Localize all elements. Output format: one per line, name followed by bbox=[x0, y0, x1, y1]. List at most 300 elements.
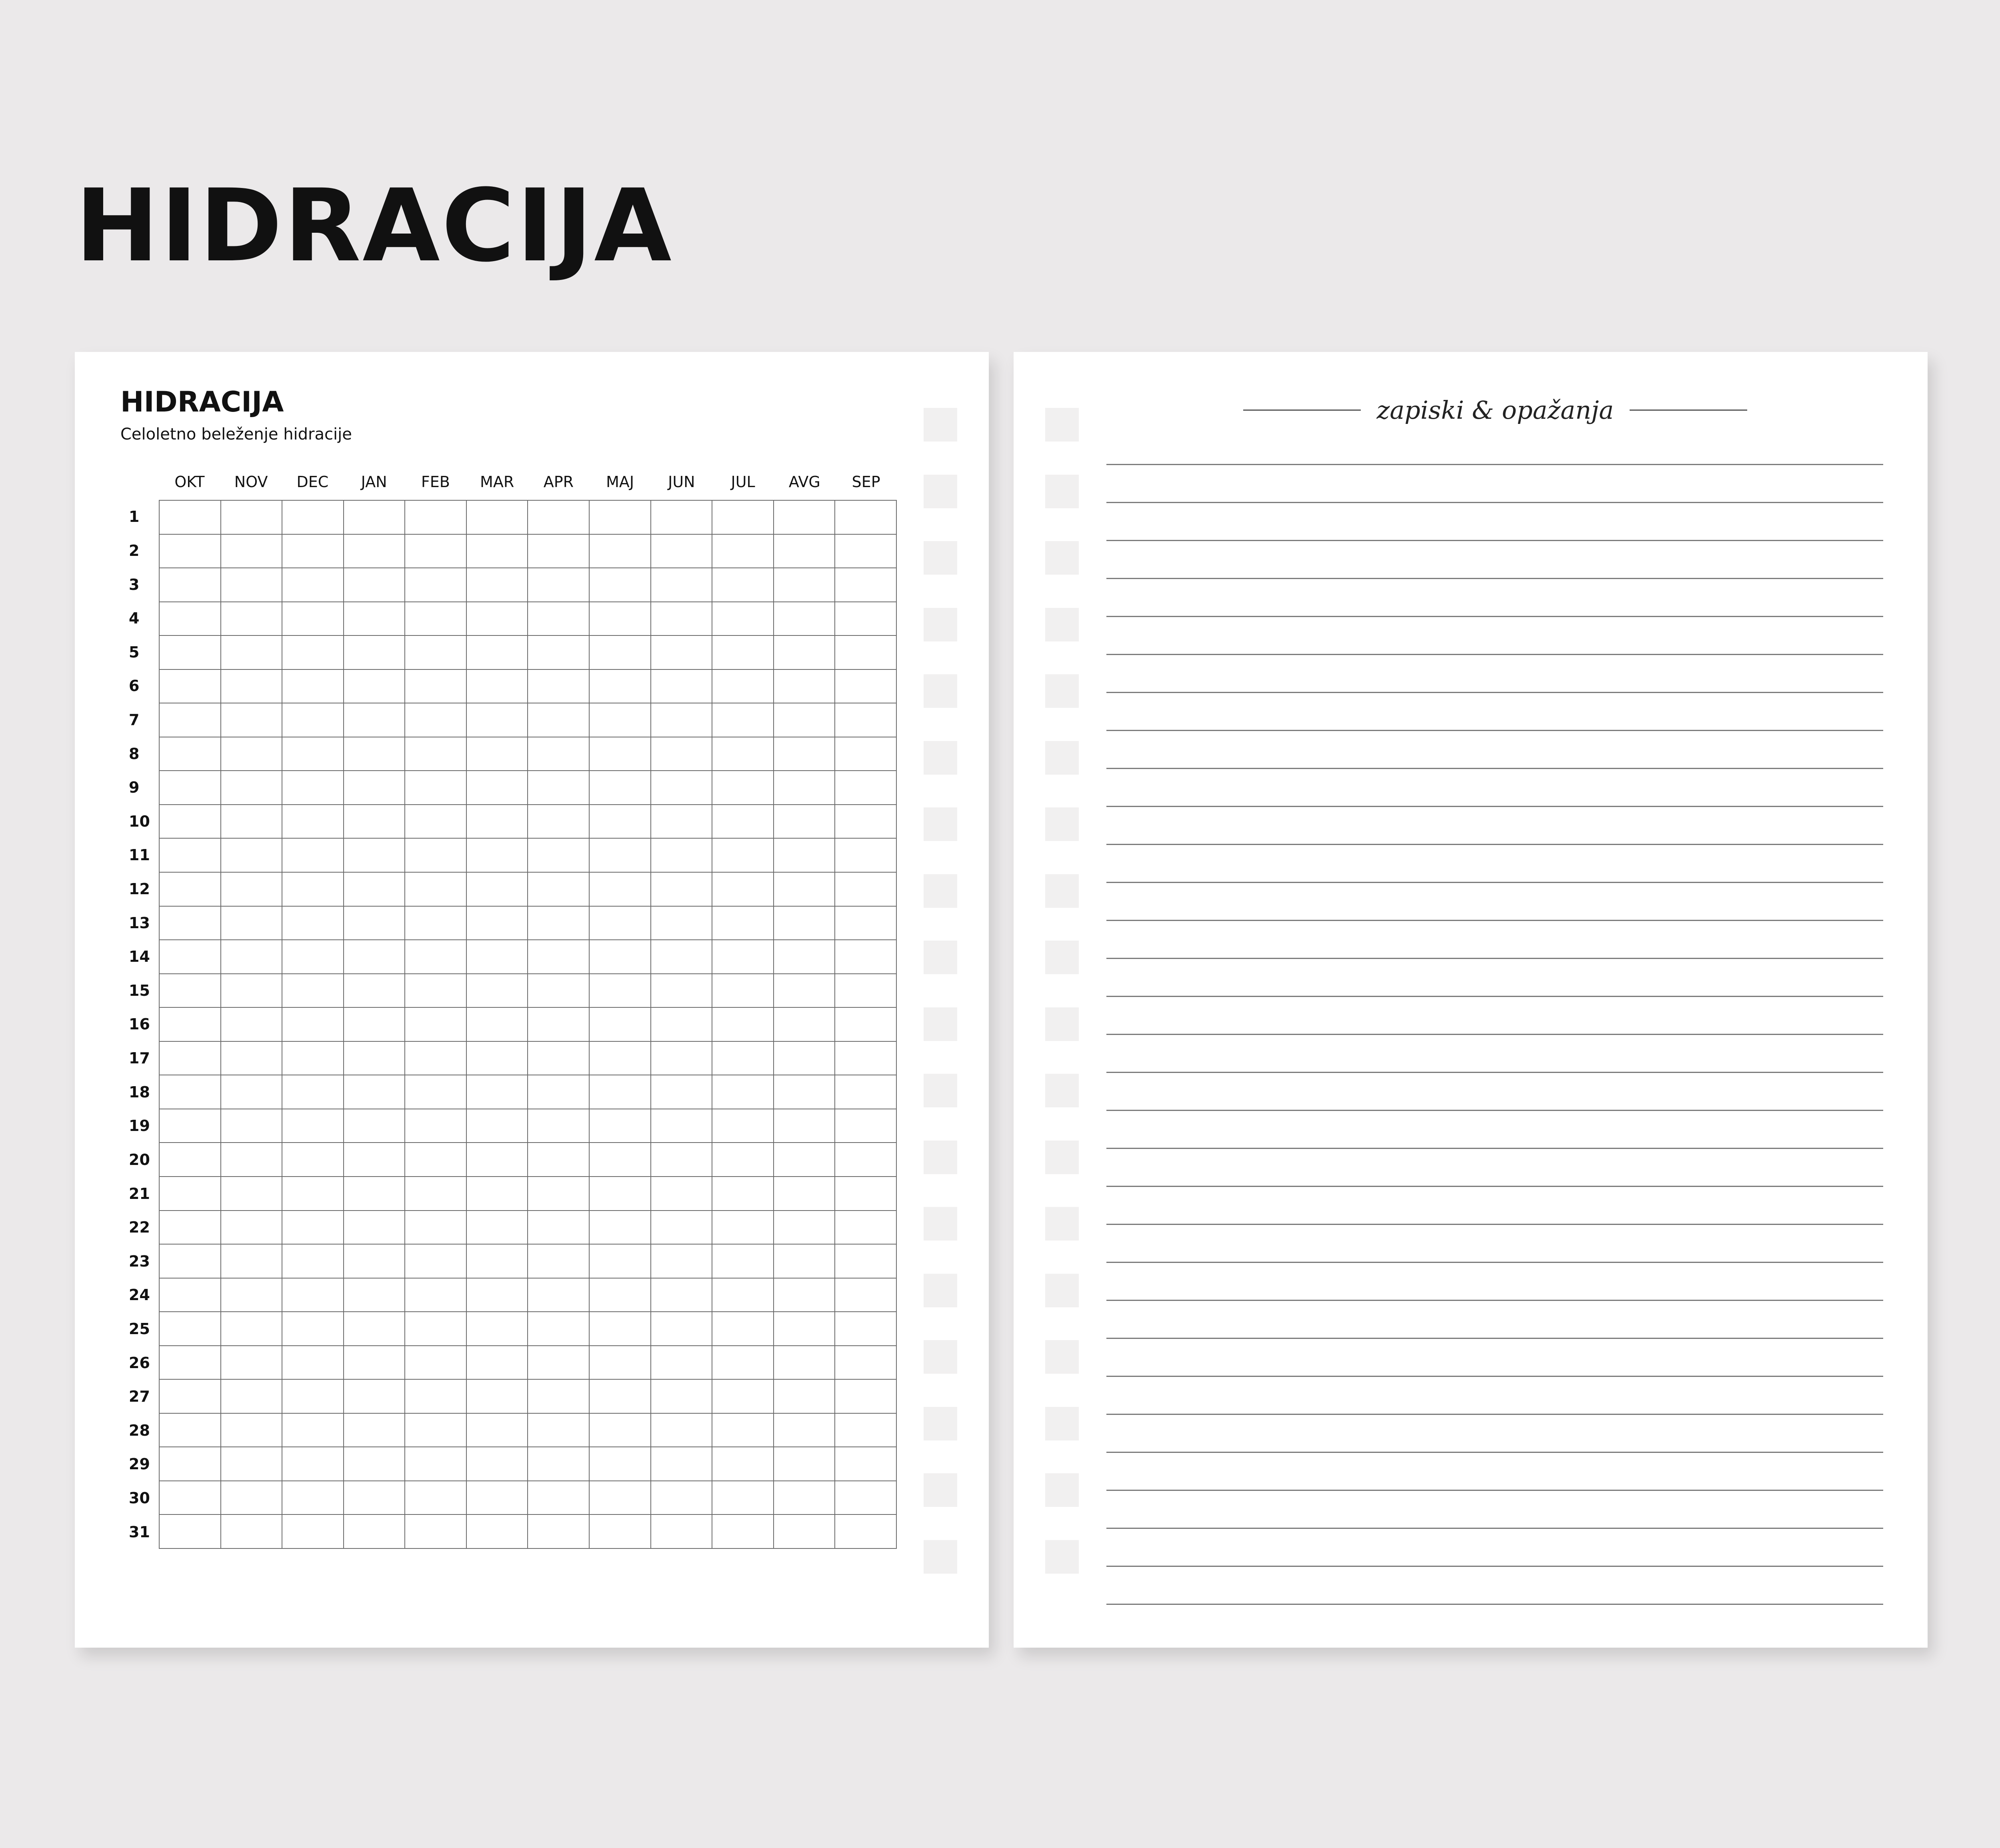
tracker-cell[interactable] bbox=[590, 1042, 651, 1076]
tracker-cell[interactable] bbox=[160, 1042, 221, 1076]
tracker-cell[interactable] bbox=[835, 1346, 897, 1380]
tracker-cell[interactable] bbox=[405, 1346, 467, 1380]
tracker-cell[interactable] bbox=[344, 1346, 406, 1380]
tracker-cell[interactable] bbox=[160, 839, 221, 873]
tracker-cell[interactable] bbox=[774, 974, 836, 1008]
tracker-cell[interactable] bbox=[282, 602, 344, 636]
tracker-cell[interactable] bbox=[590, 1380, 651, 1414]
tracker-cell[interactable] bbox=[221, 974, 283, 1008]
tracker-cell[interactable] bbox=[282, 1211, 344, 1245]
side-tab[interactable] bbox=[924, 1074, 957, 1107]
tracker-cell[interactable] bbox=[712, 1481, 774, 1515]
tracker-cell[interactable] bbox=[160, 1109, 221, 1143]
tracker-cell[interactable] bbox=[774, 1312, 836, 1346]
tracker-cell[interactable] bbox=[467, 1515, 528, 1549]
tracker-cell[interactable] bbox=[344, 703, 406, 737]
side-tab[interactable] bbox=[924, 1274, 957, 1307]
tracker-cell[interactable] bbox=[835, 1177, 897, 1211]
tracker-cell[interactable] bbox=[651, 670, 713, 704]
tracker-cell[interactable] bbox=[712, 1447, 774, 1481]
tracker-cell[interactable] bbox=[344, 1042, 406, 1076]
tracker-cell[interactable] bbox=[405, 501, 467, 535]
tracker-cell[interactable] bbox=[160, 805, 221, 839]
tracker-cell[interactable] bbox=[712, 974, 774, 1008]
tracker-cell[interactable] bbox=[774, 907, 836, 941]
tracker-cell[interactable] bbox=[835, 974, 897, 1008]
tracker-cell[interactable] bbox=[221, 1346, 283, 1380]
tracker-cell[interactable] bbox=[405, 670, 467, 704]
tracker-cell[interactable] bbox=[467, 1279, 528, 1313]
tracker-cell[interactable] bbox=[835, 1042, 897, 1076]
tracker-cell[interactable] bbox=[467, 602, 528, 636]
tracker-cell[interactable] bbox=[467, 839, 528, 873]
tracker-cell[interactable] bbox=[835, 873, 897, 907]
tracker-cell[interactable] bbox=[528, 907, 590, 941]
tracker-cell[interactable] bbox=[405, 907, 467, 941]
tracker-cell[interactable] bbox=[590, 1245, 651, 1279]
tracker-cell[interactable] bbox=[405, 535, 467, 569]
tracker-cell[interactable] bbox=[651, 501, 713, 535]
tracker-cell[interactable] bbox=[221, 1515, 283, 1549]
tracker-cell[interactable] bbox=[712, 1075, 774, 1109]
tracker-cell[interactable] bbox=[528, 1380, 590, 1414]
side-tab[interactable] bbox=[924, 1407, 957, 1440]
tracker-cell[interactable] bbox=[405, 1143, 467, 1177]
tracker-cell[interactable] bbox=[160, 670, 221, 704]
tracker-cell[interactable] bbox=[712, 907, 774, 941]
tracker-cell[interactable] bbox=[528, 974, 590, 1008]
tracker-cell[interactable] bbox=[467, 907, 528, 941]
tracker-cell[interactable] bbox=[651, 1008, 713, 1042]
tracker-cell[interactable] bbox=[712, 1177, 774, 1211]
tracker-cell[interactable] bbox=[774, 1075, 836, 1109]
tracker-cell[interactable] bbox=[344, 1075, 406, 1109]
tracker-cell[interactable] bbox=[835, 568, 897, 602]
tracker-cell[interactable] bbox=[405, 1177, 467, 1211]
tracker-cell[interactable] bbox=[405, 873, 467, 907]
side-tab[interactable] bbox=[924, 874, 957, 908]
tracker-cell[interactable] bbox=[528, 1515, 590, 1549]
tracker-cell[interactable] bbox=[221, 1042, 283, 1076]
tracker-cell[interactable] bbox=[467, 1143, 528, 1177]
tracker-cell[interactable] bbox=[405, 771, 467, 805]
tracker-cell[interactable] bbox=[712, 670, 774, 704]
tracker-cell[interactable] bbox=[528, 535, 590, 569]
tracker-cell[interactable] bbox=[712, 1346, 774, 1380]
tracker-cell[interactable] bbox=[774, 670, 836, 704]
tracker-cell[interactable] bbox=[221, 1312, 283, 1346]
tracker-cell[interactable] bbox=[344, 535, 406, 569]
tracker-cell[interactable] bbox=[528, 1447, 590, 1481]
tracker-cell[interactable] bbox=[467, 636, 528, 670]
tracker-cell[interactable] bbox=[712, 1143, 774, 1177]
tracker-cell[interactable] bbox=[282, 873, 344, 907]
tracker-cell[interactable] bbox=[712, 839, 774, 873]
tracker-cell[interactable] bbox=[651, 1143, 713, 1177]
tracker-cell[interactable] bbox=[774, 940, 836, 974]
tracker-cell[interactable] bbox=[405, 1481, 467, 1515]
tracker-cell[interactable] bbox=[221, 940, 283, 974]
side-tab[interactable] bbox=[924, 674, 957, 708]
tracker-cell[interactable] bbox=[528, 1008, 590, 1042]
tracker-cell[interactable] bbox=[651, 1075, 713, 1109]
tracker-cell[interactable] bbox=[221, 703, 283, 737]
tracker-cell[interactable] bbox=[651, 839, 713, 873]
side-tab[interactable] bbox=[924, 1207, 957, 1241]
tracker-cell[interactable] bbox=[590, 1346, 651, 1380]
tracker-cell[interactable] bbox=[467, 1211, 528, 1245]
tracker-cell[interactable] bbox=[282, 1075, 344, 1109]
tracker-cell[interactable] bbox=[712, 940, 774, 974]
tracker-cell[interactable] bbox=[160, 1380, 221, 1414]
tracker-cell[interactable] bbox=[590, 535, 651, 569]
tracker-cell[interactable] bbox=[467, 1346, 528, 1380]
side-tab[interactable] bbox=[1045, 608, 1079, 641]
tracker-cell[interactable] bbox=[467, 771, 528, 805]
tracker-cell[interactable] bbox=[590, 771, 651, 805]
tracker-cell[interactable] bbox=[405, 1515, 467, 1549]
tracker-cell[interactable] bbox=[282, 703, 344, 737]
tracker-cell[interactable] bbox=[712, 1515, 774, 1549]
tracker-cell[interactable] bbox=[651, 636, 713, 670]
side-tab[interactable] bbox=[1045, 741, 1079, 775]
tracker-cell[interactable] bbox=[712, 602, 774, 636]
tracker-cell[interactable] bbox=[835, 1279, 897, 1313]
tracker-cell[interactable] bbox=[160, 1143, 221, 1177]
tracker-cell[interactable] bbox=[160, 940, 221, 974]
tracker-cell[interactable] bbox=[712, 1245, 774, 1279]
tracker-cell[interactable] bbox=[712, 771, 774, 805]
tracker-cell[interactable] bbox=[774, 1177, 836, 1211]
tracker-cell[interactable] bbox=[282, 771, 344, 805]
tracker-cell[interactable] bbox=[282, 1109, 344, 1143]
tracker-cell[interactable] bbox=[160, 501, 221, 535]
tracker-cell[interactable] bbox=[221, 1380, 283, 1414]
tracker-cell[interactable] bbox=[774, 771, 836, 805]
tracker-cell[interactable] bbox=[282, 1312, 344, 1346]
side-tab[interactable] bbox=[1045, 674, 1079, 708]
tracker-cell[interactable] bbox=[221, 1447, 283, 1481]
tracker-cell[interactable] bbox=[712, 535, 774, 569]
tracker-cell[interactable] bbox=[405, 1447, 467, 1481]
tracker-cell[interactable] bbox=[160, 737, 221, 771]
tracker-cell[interactable] bbox=[712, 737, 774, 771]
tracker-cell[interactable] bbox=[774, 1245, 836, 1279]
tracker-cell[interactable] bbox=[528, 1245, 590, 1279]
tracker-cell[interactable] bbox=[221, 1109, 283, 1143]
tracker-cell[interactable] bbox=[528, 602, 590, 636]
tracker-cell[interactable] bbox=[528, 1042, 590, 1076]
tracker-cell[interactable] bbox=[160, 1515, 221, 1549]
side-tab[interactable] bbox=[1045, 1074, 1079, 1107]
tracker-cell[interactable] bbox=[774, 1346, 836, 1380]
tracker-cell[interactable] bbox=[160, 568, 221, 602]
tracker-cell[interactable] bbox=[467, 535, 528, 569]
tracker-cell[interactable] bbox=[221, 636, 283, 670]
tracker-cell[interactable] bbox=[712, 1211, 774, 1245]
tracker-cell[interactable] bbox=[528, 1177, 590, 1211]
tracker-cell[interactable] bbox=[528, 1312, 590, 1346]
tracker-cell[interactable] bbox=[405, 940, 467, 974]
tracker-cell[interactable] bbox=[528, 940, 590, 974]
tracker-cell[interactable] bbox=[282, 805, 344, 839]
tracker-cell[interactable] bbox=[835, 771, 897, 805]
tracker-cell[interactable] bbox=[835, 1109, 897, 1143]
tracker-cell[interactable] bbox=[835, 1380, 897, 1414]
tracker-cell[interactable] bbox=[282, 535, 344, 569]
tracker-cell[interactable] bbox=[344, 1177, 406, 1211]
tracker-cell[interactable] bbox=[835, 1211, 897, 1245]
tracker-cell[interactable] bbox=[221, 1245, 283, 1279]
tracker-cell[interactable] bbox=[160, 703, 221, 737]
tracker-cell[interactable] bbox=[467, 1481, 528, 1515]
tracker-cell[interactable] bbox=[344, 1245, 406, 1279]
side-tab[interactable] bbox=[1045, 1340, 1079, 1374]
side-tab[interactable] bbox=[1045, 475, 1079, 508]
tracker-cell[interactable] bbox=[528, 1211, 590, 1245]
tracker-cell[interactable] bbox=[590, 1008, 651, 1042]
tracker-cell[interactable] bbox=[467, 737, 528, 771]
tracker-cell[interactable] bbox=[221, 805, 283, 839]
tracker-cell[interactable] bbox=[282, 568, 344, 602]
tracker-cell[interactable] bbox=[221, 568, 283, 602]
tracker-cell[interactable] bbox=[467, 1414, 528, 1448]
tracker-cell[interactable] bbox=[160, 1481, 221, 1515]
side-tab[interactable] bbox=[1045, 1007, 1079, 1041]
tracker-cell[interactable] bbox=[405, 1042, 467, 1076]
tracker-cell[interactable] bbox=[160, 1211, 221, 1245]
tracker-cell[interactable] bbox=[774, 1211, 836, 1245]
tracker-cell[interactable] bbox=[467, 940, 528, 974]
tracker-cell[interactable] bbox=[835, 1447, 897, 1481]
tracker-cell[interactable] bbox=[712, 1312, 774, 1346]
tracker-cell[interactable] bbox=[160, 771, 221, 805]
tracker-cell[interactable] bbox=[528, 1346, 590, 1380]
tracker-cell[interactable] bbox=[774, 1481, 836, 1515]
tracker-cell[interactable] bbox=[282, 1380, 344, 1414]
tracker-cell[interactable] bbox=[590, 1211, 651, 1245]
tracker-cell[interactable] bbox=[651, 805, 713, 839]
tracker-cell[interactable] bbox=[651, 1245, 713, 1279]
tracker-cell[interactable] bbox=[712, 1279, 774, 1313]
tracker-cell[interactable] bbox=[590, 1414, 651, 1448]
tracker-cell[interactable] bbox=[405, 1075, 467, 1109]
tracker-cell[interactable] bbox=[774, 1380, 836, 1414]
side-tab[interactable] bbox=[924, 941, 957, 974]
tracker-cell[interactable] bbox=[774, 1008, 836, 1042]
tracker-cell[interactable] bbox=[651, 974, 713, 1008]
tracker-cell[interactable] bbox=[344, 1414, 406, 1448]
side-tab[interactable] bbox=[924, 1340, 957, 1374]
tracker-cell[interactable] bbox=[835, 535, 897, 569]
tracker-cell[interactable] bbox=[344, 737, 406, 771]
tracker-cell[interactable] bbox=[712, 501, 774, 535]
tracker-cell[interactable] bbox=[651, 873, 713, 907]
tracker-cell[interactable] bbox=[835, 1075, 897, 1109]
tracker-cell[interactable] bbox=[467, 1177, 528, 1211]
tracker-cell[interactable] bbox=[344, 1008, 406, 1042]
side-tab[interactable] bbox=[924, 408, 957, 442]
tracker-cell[interactable] bbox=[712, 703, 774, 737]
tracker-cell[interactable] bbox=[651, 1515, 713, 1549]
tracker-cell[interactable] bbox=[405, 737, 467, 771]
tracker-cell[interactable] bbox=[344, 568, 406, 602]
tracker-cell[interactable] bbox=[344, 1279, 406, 1313]
side-tab[interactable] bbox=[1045, 1141, 1079, 1174]
tracker-cell[interactable] bbox=[344, 636, 406, 670]
tracker-cell[interactable] bbox=[160, 873, 221, 907]
tracker-cell[interactable] bbox=[405, 636, 467, 670]
tracker-cell[interactable] bbox=[528, 636, 590, 670]
tracker-cell[interactable] bbox=[835, 839, 897, 873]
tracker-cell[interactable] bbox=[835, 602, 897, 636]
tracker-cell[interactable] bbox=[712, 1414, 774, 1448]
tracker-cell[interactable] bbox=[221, 1177, 283, 1211]
tracker-cell[interactable] bbox=[712, 1380, 774, 1414]
tracker-cell[interactable] bbox=[528, 1481, 590, 1515]
tracker-cell[interactable] bbox=[160, 1245, 221, 1279]
tracker-cell[interactable] bbox=[221, 1008, 283, 1042]
tracker-cell[interactable] bbox=[774, 737, 836, 771]
tracker-cell[interactable] bbox=[528, 703, 590, 737]
tracker-cell[interactable] bbox=[651, 1279, 713, 1313]
tracker-cell[interactable] bbox=[221, 737, 283, 771]
tracker-cell[interactable] bbox=[651, 1447, 713, 1481]
tracker-cell[interactable] bbox=[651, 1380, 713, 1414]
side-tab[interactable] bbox=[1045, 941, 1079, 974]
tracker-cell[interactable] bbox=[528, 1075, 590, 1109]
tracker-cell[interactable] bbox=[405, 805, 467, 839]
tracker-cell[interactable] bbox=[651, 737, 713, 771]
tracker-cell[interactable] bbox=[835, 907, 897, 941]
tracker-cell[interactable] bbox=[651, 1109, 713, 1143]
tracker-cell[interactable] bbox=[282, 1177, 344, 1211]
tracker-cell[interactable] bbox=[282, 636, 344, 670]
tracker-cell[interactable] bbox=[282, 974, 344, 1008]
tracker-cell[interactable] bbox=[590, 737, 651, 771]
tracker-cell[interactable] bbox=[774, 1414, 836, 1448]
tracker-cell[interactable] bbox=[590, 636, 651, 670]
tracker-cell[interactable] bbox=[774, 1042, 836, 1076]
tracker-cell[interactable] bbox=[590, 1312, 651, 1346]
tracker-cell[interactable] bbox=[467, 670, 528, 704]
tracker-cell[interactable] bbox=[590, 940, 651, 974]
tracker-cell[interactable] bbox=[344, 1380, 406, 1414]
tracker-cell[interactable] bbox=[651, 703, 713, 737]
tracker-cell[interactable] bbox=[282, 670, 344, 704]
tracker-cell[interactable] bbox=[344, 1312, 406, 1346]
tracker-cell[interactable] bbox=[774, 1143, 836, 1177]
tracker-cell[interactable] bbox=[835, 1515, 897, 1549]
tracker-cell[interactable] bbox=[467, 1008, 528, 1042]
tracker-cell[interactable] bbox=[467, 501, 528, 535]
tracker-cell[interactable] bbox=[344, 1447, 406, 1481]
tracker-cell[interactable] bbox=[712, 1109, 774, 1143]
tracker-cell[interactable] bbox=[651, 1042, 713, 1076]
tracker-cell[interactable] bbox=[282, 501, 344, 535]
tracker-cell[interactable] bbox=[835, 1245, 897, 1279]
tracker-cell[interactable] bbox=[528, 1279, 590, 1313]
tracker-cell[interactable] bbox=[774, 636, 836, 670]
side-tab[interactable] bbox=[1045, 1207, 1079, 1241]
tracker-cell[interactable] bbox=[344, 839, 406, 873]
tracker-cell[interactable] bbox=[590, 1143, 651, 1177]
tracker-cell[interactable] bbox=[160, 535, 221, 569]
tracker-cell[interactable] bbox=[221, 1075, 283, 1109]
tracker-cell[interactable] bbox=[590, 568, 651, 602]
tracker-cell[interactable] bbox=[467, 1109, 528, 1143]
side-tab[interactable] bbox=[1045, 874, 1079, 908]
tracker-cell[interactable] bbox=[590, 1177, 651, 1211]
tracker-cell[interactable] bbox=[221, 1414, 283, 1448]
tracker-cell[interactable] bbox=[712, 568, 774, 602]
tracker-cell[interactable] bbox=[221, 771, 283, 805]
tracker-cell[interactable] bbox=[160, 636, 221, 670]
tracker-cell[interactable] bbox=[221, 670, 283, 704]
tracker-cell[interactable] bbox=[835, 501, 897, 535]
tracker-cell[interactable] bbox=[221, 1279, 283, 1313]
tracker-cell[interactable] bbox=[528, 771, 590, 805]
tracker-cell[interactable] bbox=[282, 1515, 344, 1549]
side-tab[interactable] bbox=[924, 541, 957, 575]
tracker-cell[interactable] bbox=[344, 940, 406, 974]
tracker-cell[interactable] bbox=[528, 568, 590, 602]
tracker-cell[interactable] bbox=[467, 805, 528, 839]
tracker-cell[interactable] bbox=[221, 535, 283, 569]
tracker-cell[interactable] bbox=[160, 1447, 221, 1481]
tracker-cell[interactable] bbox=[590, 907, 651, 941]
tracker-cell[interactable] bbox=[282, 1481, 344, 1515]
tracker-cell[interactable] bbox=[160, 1346, 221, 1380]
tracker-cell[interactable] bbox=[405, 1414, 467, 1448]
tracker-cell[interactable] bbox=[467, 1380, 528, 1414]
tracker-cell[interactable] bbox=[344, 805, 406, 839]
tracker-cell[interactable] bbox=[221, 501, 283, 535]
tracker-cell[interactable] bbox=[160, 1075, 221, 1109]
tracker-cell[interactable] bbox=[835, 940, 897, 974]
side-tab[interactable] bbox=[1045, 807, 1079, 841]
tracker-cell[interactable] bbox=[160, 1312, 221, 1346]
side-tab[interactable] bbox=[924, 1141, 957, 1174]
tracker-cell[interactable] bbox=[774, 1447, 836, 1481]
tracker-cell[interactable] bbox=[344, 974, 406, 1008]
tracker-cell[interactable] bbox=[160, 974, 221, 1008]
tracker-cell[interactable] bbox=[590, 1515, 651, 1549]
tracker-cell[interactable] bbox=[835, 805, 897, 839]
side-tab[interactable] bbox=[924, 475, 957, 508]
tracker-cell[interactable] bbox=[590, 703, 651, 737]
tracker-cell[interactable] bbox=[405, 568, 467, 602]
tracker-cell[interactable] bbox=[467, 1042, 528, 1076]
tracker-cell[interactable] bbox=[528, 839, 590, 873]
tracker-cell[interactable] bbox=[835, 1414, 897, 1448]
tracker-cell[interactable] bbox=[405, 602, 467, 636]
tracker-cell[interactable] bbox=[221, 839, 283, 873]
tracker-cell[interactable] bbox=[344, 1143, 406, 1177]
tracker-cell[interactable] bbox=[835, 703, 897, 737]
tracker-cell[interactable] bbox=[651, 568, 713, 602]
tracker-cell[interactable] bbox=[344, 873, 406, 907]
tracker-cell[interactable] bbox=[651, 535, 713, 569]
tracker-cell[interactable] bbox=[590, 1481, 651, 1515]
tracker-cell[interactable] bbox=[774, 568, 836, 602]
tracker-cell[interactable] bbox=[651, 907, 713, 941]
tracker-cell[interactable] bbox=[405, 1380, 467, 1414]
tracker-cell[interactable] bbox=[590, 1279, 651, 1313]
tracker-cell[interactable] bbox=[160, 1177, 221, 1211]
tracker-cell[interactable] bbox=[835, 1008, 897, 1042]
side-tab[interactable] bbox=[1045, 541, 1079, 575]
